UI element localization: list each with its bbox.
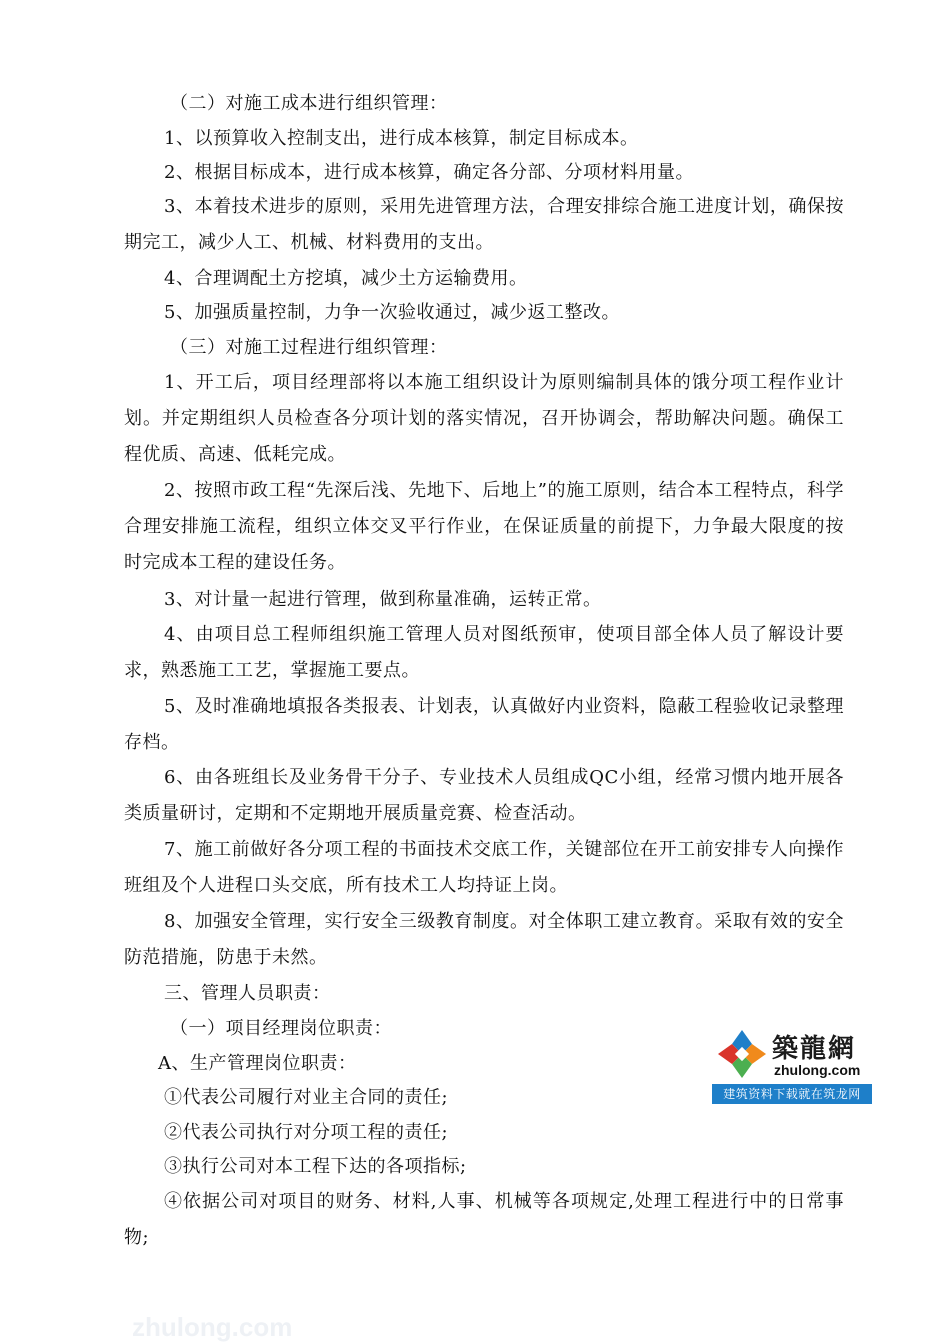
- watermark-text: zhulong.com: [132, 1312, 293, 1342]
- paragraph-process-6: 6、由各班组长及业务骨干分子、专业技术人员组成QC小组，经常习惯内地开展各类质量研讨，定期和不定期地开展质量竞赛、检查活动。: [124, 767, 844, 824]
- paragraph-cost-2: 2、根据目标成本，进行成本核算，确定各分部、分项材料用量。: [164, 162, 694, 183]
- duty-item-1: ①代表公司履行对业主合同的责任;: [164, 1087, 449, 1108]
- zhulong-logo: [712, 1024, 872, 1104]
- paragraph-process-2: 2、按照市政工程“先深后浅、先地下、后地上”的施工原则，结合本工程特点，科学合理安排施工流程，组织立体交叉平行作业，在保证质量的前提下，力争最大限度的按时完成本工程的建设任务。: [124, 480, 844, 573]
- zhulong-emblem-icon: [716, 1028, 768, 1080]
- section-heading-duties: 三、管理人员职责：: [164, 983, 331, 1004]
- paragraph-cost-3: 3、本着技术进步的原则，采用先进管理方法，合理安排综合施工进度计划，确保按期完工，减少人工、机械、材料费用的支出。: [124, 196, 844, 253]
- paragraph-process-5: 5、及时准确地填报各类报表、计划表，认真做好内业资料，隐蔽工程验收记录整理存档。: [124, 696, 844, 753]
- paragraph-cost-4: 4、合理调配土方挖填，减少土方运输费用。: [164, 268, 528, 289]
- duty-item-4: ④依据公司对项目的财务、材料,人事、机械等各项规定,处理工程进行中的日常事物;: [124, 1191, 844, 1248]
- paragraph-process-8: 8、加强安全管理，实行安全三级教育制度。对全体职工建立教育。采取有效的安全防范措施，防患于未然。: [124, 911, 844, 968]
- logo-slogan: 建筑资料下载就在筑龙网: [712, 1084, 872, 1104]
- paragraph-process-1: 1、开工后，项目经理部将以本施工组织设计为原则编制具体的饿分项工程作业计划。并定期组织人员检查各分项计划的落实情况，召开协调会，帮助解决问题。确保工程优质、高速、低耗完成。: [124, 372, 844, 465]
- logo-name-cn: 築龍網: [772, 1034, 857, 1064]
- subheading-pm-duties: （一）项目经理岗位职责：: [170, 1018, 392, 1039]
- subheading-production: A、生产管理岗位职责：: [158, 1053, 357, 1074]
- logo-header: [712, 1024, 872, 1082]
- section-heading-cost: （二）对施工成本进行组织管理：: [170, 93, 448, 114]
- paragraph-process-3: 3、对计量一起进行管理，做到称量准确，运转正常。: [164, 589, 602, 610]
- logo-domain: zhulong.com: [774, 1062, 861, 1078]
- duty-item-2: ②代表公司执行对分项工程的责任;: [164, 1122, 449, 1143]
- duty-item-3: ③执行公司对本工程下达的各项指标;: [164, 1156, 467, 1177]
- section-heading-process: （三）对施工过程进行组织管理：: [170, 337, 448, 358]
- paragraph-process-4: 4、由项目总工程师组织施工管理人员对图纸预审，使项目部全体人员了解设计要求，熟悉施工工艺，掌握施工要点。: [124, 624, 844, 681]
- paragraph-process-7: 7、施工前做好各分项工程的书面技术交底工作，关键部位在开工前安排专人向操作班组及个人进程口头交底，所有技术工人均持证上岗。: [124, 839, 844, 896]
- paragraph-cost-5: 5、加强质量控制，力争一次验收通过，减少返工整改。: [164, 302, 620, 323]
- paragraph-cost-1: 1、以预算收入控制支出，进行成本核算，制定目标成本。: [164, 128, 639, 149]
